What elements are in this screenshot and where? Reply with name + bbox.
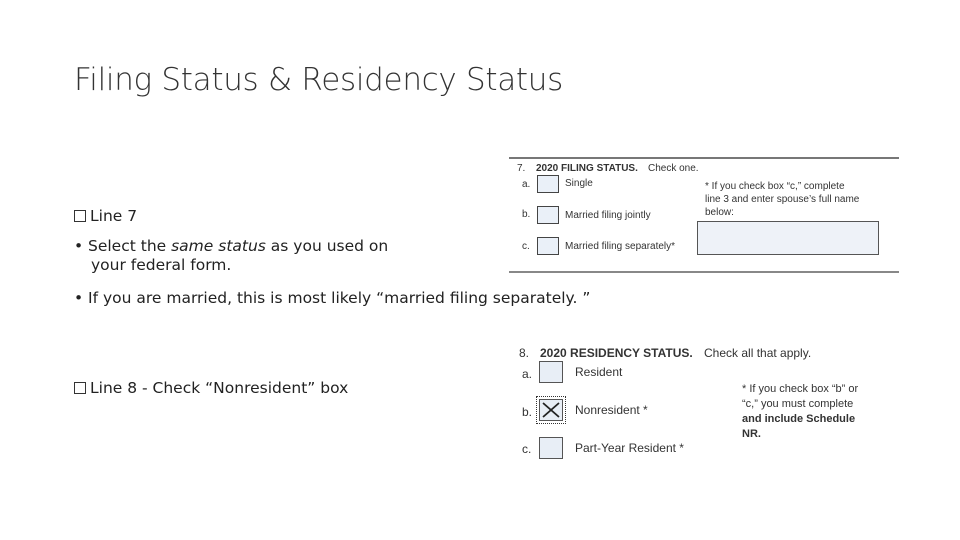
bullet-icon: •: [74, 237, 84, 255]
line7-item: [74, 207, 137, 225]
residency-status-form-image: 8. 2020 RESIDENCY STATUS. Check all that apply. a. Resident b. Nonresident * c. Part-Year Resident * * If you check box “b” or “c,” you must complete and include Schedule NR.: [512, 338, 882, 468]
part-year-resident-checkbox[interactable]: [539, 437, 563, 459]
slide-title: Filing Status & Residency Status: [74, 62, 563, 98]
nonresident-checkbox[interactable]: [539, 399, 563, 421]
bullet-married: • If you are married, this is most likely “married filing separately. ”: [74, 289, 591, 307]
line8-label: Line 8 - Check “Nonresident” box: [90, 379, 349, 397]
spouse-name-field[interactable]: [697, 221, 879, 255]
married-separately-checkbox[interactable]: [537, 237, 559, 255]
resident-checkbox[interactable]: [539, 361, 563, 383]
checkbox-bullet-icon: [74, 382, 86, 394]
emphasis-text: same status: [171, 237, 266, 255]
bullet-icon: •: [74, 289, 84, 307]
form7-heading: 2020 FILING STATUS.: [536, 163, 638, 174]
line7-label: Line 7: [90, 207, 138, 225]
married-jointly-checkbox[interactable]: [537, 206, 559, 224]
single-checkbox[interactable]: [537, 175, 559, 193]
checkbox-bullet-icon: [74, 210, 86, 222]
filing-status-form-image: 7. 2020 FILING STATUS. Check one. a. Single b. Married filing jointly c. Married filing separately* * If you check box “c,” complete line 3 and enter spouse’s full name below:: [509, 157, 899, 273]
line8-item: [74, 379, 348, 397]
form8-heading: 2020 RESIDENCY STATUS.: [540, 346, 693, 360]
bullet-same-status: • Select the same status as you used on your federal form.: [74, 237, 389, 274]
checked-x-icon: [540, 400, 562, 420]
